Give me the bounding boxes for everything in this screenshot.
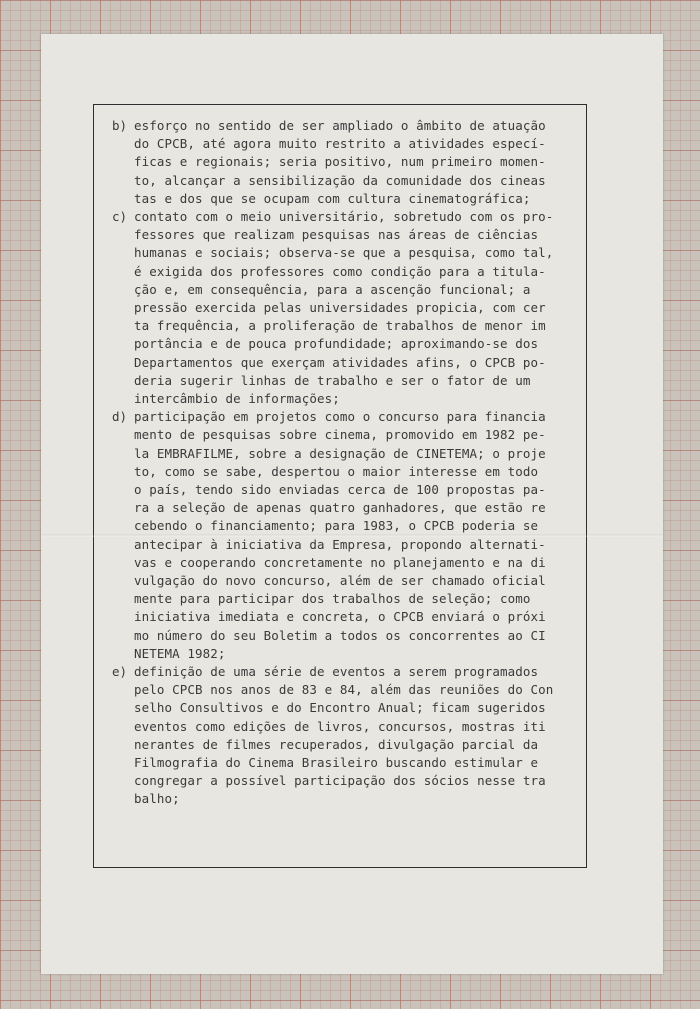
text-line: la EMBRAFILME, sobre a designação de CINETEMA; o proje: [134, 445, 546, 461]
list-item-e: [112, 664, 554, 810]
text-line: balho;: [134, 791, 180, 807]
text-line: ra a seleção de apenas quatro ganhadores, que estão re: [134, 500, 546, 516]
text-line: portância e de pouca profundidade; aproximando-se dos: [134, 336, 539, 352]
text-line: pelo CPCB nos anos de 83 e 84, além das reuniões do Con: [134, 682, 554, 698]
text-line: definição de uma série de eventos a serem programados: [134, 664, 539, 679]
text-line: esforço no sentido de ser ampliado o âmbito de atuação: [134, 118, 546, 133]
list-item-d: [112, 409, 546, 664]
text-line: pressão exercida pelas universidades propicia, com cer: [134, 300, 546, 315]
text-line: cebendo o financiamento; para 1983, o CPCB poderia se: [134, 518, 539, 534]
list-item-b: [112, 118, 546, 209]
list-marker: c): [112, 209, 128, 224]
text-line: do CPCB, até agora muito restrito a atividades especí-: [134, 136, 546, 152]
text-line: nerantes de filmes recuperados, divulgação parcial da: [134, 736, 539, 752]
text-line: to, alcançar a sensibilização da comunidade dos cineas: [134, 172, 546, 188]
text-line: o país, tendo sido enviadas cerca de 100 propostas pa-: [134, 481, 546, 497]
list-marker: b): [112, 118, 128, 133]
text-line: deria sugerir linhas de trabalho e ser o fator de um: [134, 372, 531, 388]
text-line: vas e cooperando concretamente no planejamento e na di: [134, 554, 546, 570]
text-line: participação em projetos como o concurso para financia: [134, 409, 546, 425]
text-line: Filmografia do Cinema Brasileiro buscando estimular e: [134, 755, 539, 770]
text-line: selho Consultivos e do Encontro Anual; ficam sugeridos: [134, 700, 546, 716]
text-line: tas e dos que se ocupam com cultura cinematográfica;: [134, 190, 531, 206]
text-line: ficas e regionais; seria positivo, num primeiro momen-: [134, 154, 546, 170]
text-line: iniciativa imediata e concreta, o CPCB enviará o próxi: [134, 609, 546, 625]
text-line: mo número do seu Boletim a todos os concorrentes ao CI: [134, 627, 546, 643]
text-line: Departamentos que exerçam atividades afins, o CPCB po-: [134, 354, 546, 370]
text-line: humanas e sociais; observa-se que a pesquisa, como tal,: [134, 245, 554, 261]
list-marker: e): [112, 664, 128, 679]
text-line: to, como se sabe, despertou o maior interesse em todo: [134, 463, 539, 479]
text-line: ta frequência, a proliferação de trabalhos de menor im: [134, 318, 546, 334]
text-line: NETEMA 1982;: [134, 645, 226, 661]
text-line: contato com o meio universitário, sobretudo com os pro-: [134, 209, 554, 224]
text-line: ção e, em consequência, para a ascenção funcional; a: [134, 281, 531, 297]
text-line: vulgação do novo concurso, além de ser chamado oficial: [134, 572, 546, 588]
text-line: antecipar à iniciativa da Empresa, propondo alternati-: [134, 536, 546, 552]
text-line: congregar a possível participação dos sócios nesse tra: [134, 773, 546, 789]
list-marker: d): [112, 409, 128, 425]
text-line: eventos como edições de livros, concursos, mostras iti: [134, 718, 546, 734]
text-line: é exigida dos professores como condição para a titula-: [134, 263, 546, 279]
list-item-c: [112, 209, 554, 409]
text-line: intercâmbio de informações;: [134, 391, 340, 406]
text-line: fessores que realizam pesquisas nas áreas de ciências: [134, 227, 539, 243]
text-line: mento de pesquisas sobre cinema, promovido em 1982 pe-: [134, 427, 546, 443]
text-line: mente para participar dos trabalhos de seleção; como: [134, 591, 531, 607]
